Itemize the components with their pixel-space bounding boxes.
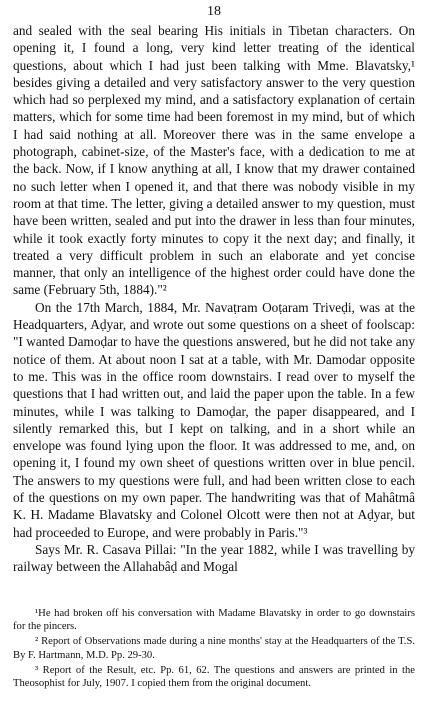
- footnote-3: ³ Report of the Result, etc. Pp. 61, 62. The questions and answers are printed in the Theosophist for July, 1907. I copied them from the original document.: [13, 664, 415, 690]
- body-text: [13, 22, 415, 576]
- paragraph-pillai-account: Says Mr. R. Casava Pillai: "In the year 1882, while I was travelling by railway between the Allahabâḍ and Mogal: [13, 541, 415, 575]
- paragraph-trivedi-account: On the 17th March, 1884, Mr. Navaṭram Ooṭaram Triveḍi, was at the Headquarters, Aḍyar, and wrote out some questions on a sheet of foolscap: "I wanted Damoḍar to have the questions answered, but he did not take any notice of them. At about noon I sat at a table, with Mr. Damodar opposite to me. This was in the office room downstairs. I read over to myself the questions that I had written out, and laid the paper upon the table. In a few minutes, while I was talking to Damoḍar, the paper disappeared, and I silently remarked this, but I kept on talking, and in a short while an envelope was found lying upon the floor. It was addressed to me, and, on opening it, I found my own sheet of questions written over in blue pencil. The answers to my questions were full, and had been written close to each of the questions on my own paper. The handwriting was that of Mahâtmâ K. H. Madame Blavatsky and Colonel Olcott were then not at Aḍyar, but had proceeded to Europe, and were probably in Paris."³: [13, 299, 415, 540]
- footnote-2: ² Report of Observations made during a nine months' stay at the Headquarters of the T.S. By F. Hartmann, M.D. Pp. 29-30.: [13, 636, 415, 661]
- paragraph-continuation: and sealed with the seal bearing His initials in Tibetan characters. On opening it, I found a long, very kind letter treating of the identical questions, about which I had just been talking with Mme. Blavatsky,¹ besides giving a detailed and very satisfactory answer to the very question which had so perplexed my mind, and a satisfactory explanation of certain matters, which for some time had been foremost in my mind, but of which I had said nothing at all. Moreover there was in the same envelope a photograph, cabinet-size, of the Master's face, with a dedication to me at the back. Now, if I know anything at all, I know that my drawer contained no such letter when I opened it, and that there was nobody visible in my room at that time. The letter, giving a detailed answer to my question, must have been written, sealed and put into the drawer in less than four minutes, while it took exactly forty minutes to copy it the next day; and finally, it treated a very difficult problem in such an elaborate and yet concise manner, that only an intelligence of the highest order could have done the same (February 5th, 1884)."²: [13, 23, 415, 298]
- footnote-1: ¹He had broken off his conversation with Madame Blavatsky in order to go downstairs for the pincers.: [13, 608, 415, 633]
- book-page: [13, 0, 415, 702]
- page-number: 18: [207, 4, 221, 19]
- footnotes: [13, 607, 415, 692]
